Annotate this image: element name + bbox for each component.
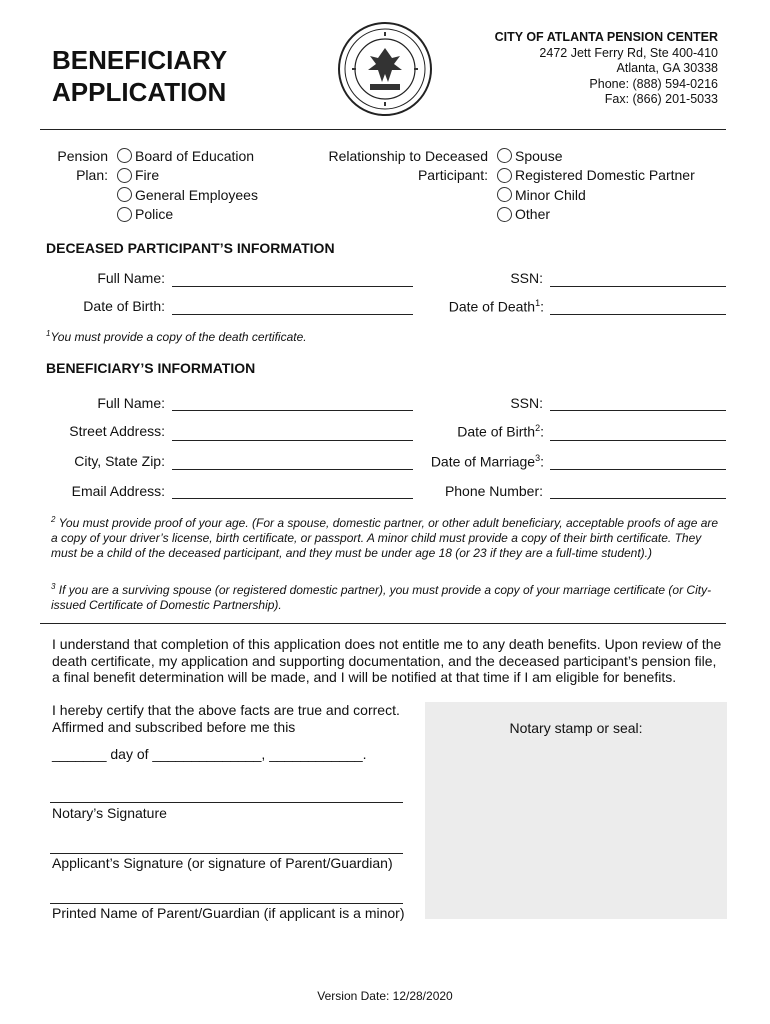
pension-plan-label bbox=[56, 147, 108, 185]
option-domestic-partner[interactable] bbox=[497, 166, 695, 186]
deceased-dob-label: Date of Birth: bbox=[83, 298, 165, 314]
option-general-employees[interactable] bbox=[117, 185, 258, 205]
deceased-ssn-field[interactable] bbox=[550, 286, 726, 287]
relationship-label-2: Participant: bbox=[417, 167, 488, 183]
beneficiary-full-name-label: Full Name: bbox=[97, 395, 165, 411]
footnote-3 bbox=[51, 579, 721, 613]
beneficiary-ssn-label: SSN: bbox=[510, 395, 543, 411]
option-label: General Employees bbox=[135, 186, 258, 203]
org-fax: Fax: (866) 201-5033 bbox=[604, 92, 718, 106]
printed-name-label: Printed Name of Parent/Guardian (if applicant is a minor) bbox=[52, 905, 405, 921]
option-label: Minor Child bbox=[515, 186, 586, 203]
phone-number-field[interactable] bbox=[550, 498, 726, 499]
dod-text: Date of Death bbox=[448, 298, 536, 315]
relationship-label-1: Relationship to Deceased bbox=[328, 148, 488, 164]
dob-text: Date of Birth bbox=[457, 423, 536, 440]
notary-stamp-label: Notary stamp or seal: bbox=[509, 720, 643, 736]
notary-signature-line[interactable] bbox=[50, 802, 403, 803]
deceased-dob-field[interactable] bbox=[172, 314, 413, 315]
relationship-options bbox=[497, 146, 695, 224]
header-divider bbox=[40, 129, 726, 130]
org-address-2: Atlanta, GA 30338 bbox=[616, 61, 718, 75]
deceased-dod-label bbox=[420, 298, 544, 315]
beneficiary-dob-field[interactable] bbox=[550, 440, 726, 441]
option-label: Police bbox=[135, 206, 174, 223]
deceased-full-name-label: Full Name: bbox=[97, 270, 165, 286]
date-of-marriage-field[interactable] bbox=[550, 469, 726, 470]
footnote-2-number: 2 bbox=[51, 515, 56, 524]
pension-plan-label-1: Pension bbox=[57, 148, 108, 164]
option-minor-child[interactable] bbox=[497, 185, 695, 205]
radio-icon[interactable] bbox=[117, 207, 132, 222]
organization-address bbox=[495, 30, 718, 108]
printed-name-line[interactable] bbox=[50, 903, 403, 904]
pension-plan-options bbox=[117, 146, 258, 224]
option-label: Other bbox=[515, 206, 551, 223]
beneficiary-full-name-field[interactable] bbox=[172, 410, 413, 411]
street-address-field[interactable] bbox=[172, 440, 413, 441]
option-label: Board of Education bbox=[135, 147, 255, 164]
deceased-full-name-field[interactable] bbox=[172, 286, 413, 287]
form-title bbox=[52, 44, 227, 108]
footnote-1-text: You must provide a copy of the death certificate. bbox=[50, 330, 307, 344]
email-address-label: Email Address: bbox=[71, 483, 165, 499]
radio-icon[interactable] bbox=[117, 187, 132, 202]
radio-icon[interactable] bbox=[117, 148, 132, 163]
deceased-heading: DECEASED PARTICIPANT’S INFORMATION bbox=[46, 240, 335, 256]
date-of-marriage-label bbox=[400, 453, 544, 470]
dom-text: Date of Marriage bbox=[430, 453, 536, 470]
org-phone: Phone: (888) 594-0216 bbox=[589, 76, 718, 91]
city-state-zip-label: City, State Zip: bbox=[74, 453, 165, 469]
radio-icon[interactable] bbox=[497, 168, 512, 183]
statement-divider bbox=[40, 623, 726, 624]
relationship-label bbox=[300, 147, 488, 185]
dod-colon: : bbox=[540, 298, 544, 315]
org-name: CITY OF ATLANTA PENSION CENTER bbox=[494, 30, 718, 44]
radio-icon[interactable] bbox=[497, 187, 512, 202]
title-line-1: BENEFICIARY bbox=[52, 45, 228, 75]
dom-footnote-ref: 3 bbox=[535, 453, 541, 463]
title-line-2: APPLICATION bbox=[52, 77, 227, 107]
deceased-ssn-label: SSN: bbox=[510, 270, 543, 286]
option-police[interactable] bbox=[117, 205, 258, 225]
benefits-statement: I understand that completion of this application does not entitle me to any death benefits. Upon review of the death certificate, my application and supporting documentation, and the deceased participant’s pension file, a final benefit determination will be made, and I will be notified at that time if I am eligible for benefits. bbox=[52, 636, 722, 685]
version-date: Version Date: 12/28/2020 bbox=[317, 989, 453, 1003]
beneficiary-heading: BENEFICIARY’S INFORMATION bbox=[46, 360, 256, 376]
affirmation-date-line[interactable]: _______ day of ______________, ____________. bbox=[52, 746, 367, 762]
footnote-3-text: If you are a surviving spouse (or registered domestic partner), you must provide a copy of your marriage certificate (or City-issued Certificate of Domestic Partnership). bbox=[51, 583, 712, 612]
beneficiary-ssn-field[interactable] bbox=[550, 410, 726, 411]
notary-signature-label: Notary’s Signature bbox=[52, 805, 167, 821]
option-label: Registered Domestic Partner bbox=[515, 167, 695, 184]
city-seal bbox=[338, 22, 432, 116]
deceased-dod-field[interactable] bbox=[550, 314, 726, 315]
option-spouse[interactable] bbox=[497, 146, 695, 166]
certify-line-1: I hereby certify that the above facts are true and correct. bbox=[52, 702, 400, 718]
radio-icon[interactable] bbox=[497, 148, 512, 163]
phone-number-label: Phone Number: bbox=[444, 483, 543, 499]
org-address-1: 2472 Jett Ferry Rd, Ste 400-410 bbox=[539, 45, 718, 60]
radio-icon[interactable] bbox=[497, 207, 512, 222]
applicant-signature-line[interactable] bbox=[50, 853, 403, 854]
option-other[interactable] bbox=[497, 205, 695, 225]
certification-text bbox=[52, 702, 412, 735]
notary-stamp-area[interactable] bbox=[425, 702, 727, 919]
dom-colon: : bbox=[540, 453, 544, 470]
footnote-1-number: 1 bbox=[46, 329, 51, 338]
city-state-zip-field[interactable] bbox=[172, 469, 413, 470]
footnote-2 bbox=[51, 512, 721, 561]
certify-line-2: Affirmed and subscribed before me this bbox=[52, 718, 296, 735]
dob-colon: : bbox=[540, 423, 544, 440]
dod-footnote-ref: 1 bbox=[535, 298, 541, 308]
radio-icon[interactable] bbox=[117, 168, 132, 183]
footnote-3-number: 3 bbox=[51, 582, 56, 591]
dob-footnote-ref: 2 bbox=[535, 423, 541, 433]
option-fire[interactable] bbox=[117, 166, 258, 186]
pension-plan-label-2: Plan: bbox=[76, 167, 108, 183]
option-board-of-education[interactable] bbox=[117, 146, 258, 166]
option-label: Spouse bbox=[515, 147, 563, 164]
option-label: Fire bbox=[135, 167, 160, 184]
footnote-1 bbox=[46, 326, 307, 345]
footnote-2-text: You must provide proof of your age. (For a spouse, domestic partner, or other adult beneficiary, acceptable proofs of age are a copy of your driver’s license, birth certificate, or passport. A minor child must provide a copy of their birth certificate. They must be a child of the deceased participant, and they must be under age 18 (or 23 if they are a full-time student).) bbox=[51, 516, 719, 560]
email-address-field[interactable] bbox=[172, 498, 413, 499]
street-address-label: Street Address: bbox=[69, 423, 165, 439]
applicant-signature-label: Applicant’s Signature (or signature of Parent/Guardian) bbox=[52, 855, 393, 871]
beneficiary-dob-label bbox=[420, 423, 544, 440]
